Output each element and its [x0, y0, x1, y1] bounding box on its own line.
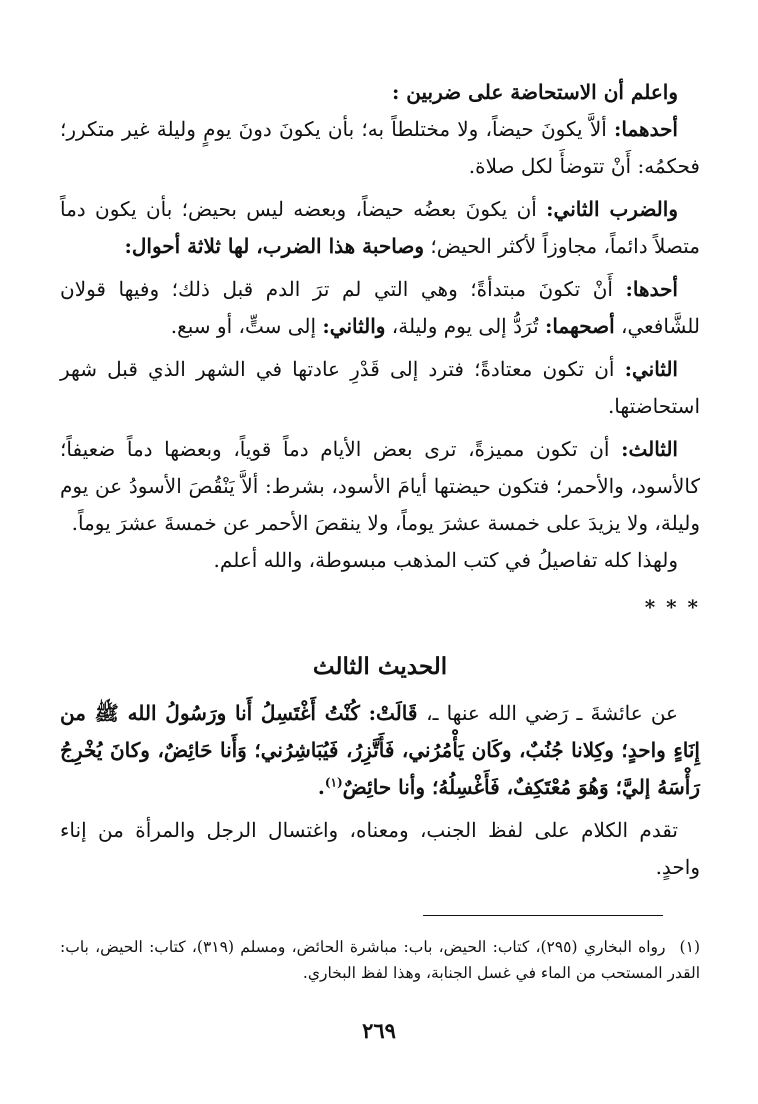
paragraph-case-two — [60, 351, 700, 425]
footnote-number: (١) — [679, 938, 700, 956]
paragraph-bold-text: والثاني: — [322, 314, 386, 338]
paragraph-text: أن تكون معتادةً؛ فترد إلى قَدْرِ عادتها في الشهر الذي قبل شهر استحاضتها. — [60, 357, 700, 418]
hadith-text — [60, 695, 700, 806]
paragraph-text: ألاَّ يكونَ حيضاً، ولا مختلطاً به؛ بأن يكونَ دونَ يومٍ وليلة غير متكرر؛ فحكمُه: أَنْ تتوضأَ لكل صلاة. — [60, 117, 700, 178]
paragraph-case-three — [60, 431, 700, 542]
paragraph-intro-text: واعلم أن الاستحاضة على ضربين : — [391, 80, 678, 104]
paragraph-first-type — [60, 111, 700, 185]
paragraph-text: أن تكون مميزةً، ترى بعض الأيام دماً قوياً، وبعضها دماً ضعيفاً؛ كالأسود، والأحمر؛ فتكون حيضتها أيامَ الأسود، بشرط: ألاَّ يَنْقُصَ الأسودُ عن يوم وليلة، ولا يزيدَ على خمسة عشرَ يوماً، ولا ينقصَ الأحمر عن خمسةَ عشرَ يوماً. — [60, 437, 700, 535]
section-separator: * * * — [644, 595, 700, 619]
hadith-narrator: عن عائشةَ ـ رَضي الله عنها ـ، — [426, 701, 678, 725]
paragraph-lead: والضرب الثاني: — [546, 197, 678, 221]
paragraph-text: إلى ستٍّ، أو سبع. — [170, 314, 323, 338]
paragraph-text: تقدم الكلام على لفظ الجنب، ومعناه، واغتسال الرجل والمرأة من إناء واحدٍ. — [60, 818, 700, 879]
footnote-text: رواه البخاري (٢٩٥)، كتاب: الحيض، باب: مباشرة الحائض، ومسلم (٣١٩)، كتاب: الحيض، باب: القدر المستحب من الماء في غسل الجنابة، وهذا لفظ البخاري. — [60, 938, 700, 982]
paragraph-text: أن يكونَ بعضُه حيضاً، وبعضه ليس بحيض؛ بأن يكون دماً متصلاً دائماً، مجاوزاً لأكثر الحيض؛ — [60, 197, 700, 258]
paragraph-second-type — [60, 191, 700, 265]
paragraph-case-one — [60, 271, 700, 345]
footnote-divider — [423, 915, 663, 916]
paragraph-lead: أحدهما: — [613, 117, 678, 141]
paragraph-commentary — [60, 812, 700, 886]
paragraph-closing — [60, 542, 700, 579]
paragraph-bold-text: وصاحبة هذا الضرب، لها ثلاثة أحوال: — [124, 234, 424, 258]
footnote-item — [60, 934, 700, 986]
paragraph-lead: أحدها: — [625, 277, 678, 301]
main-text — [60, 74, 700, 886]
paragraph-text: أَنْ تكونَ مبتدأةً؛ وهي التي لم ترَ الدم قبل ذلك؛ وفيها قولان للشَّافعي، — [60, 277, 700, 338]
section-title: الحديث الثالث — [312, 653, 448, 680]
hadith-end: . — [317, 775, 325, 799]
footnotes — [60, 934, 700, 986]
paragraph-text: تُرَدُّ إلى يوم وليلة، — [385, 314, 545, 338]
page-number: ٢٦٩ — [362, 1018, 396, 1043]
paragraph-intro — [60, 74, 700, 111]
paragraph-text: ولهذا كله تفاصيلُ في كتب المذهب مبسوطة، والله أعلم. — [213, 548, 678, 572]
hadith-body: قَالَتْ: كُنْتُ أَغْتَسِلُ أَنا ورَسُولُ الله ﷺ من إِنَاءٍ واحدٍ؛ وكِلانا جُنُبٌ، وكَان يَأْمُرُني، فَأَتَّزِرُ، فَيُبَاشِرُني؛ وَأَنا حَائِضٌ، وكانَ يُخْرِجُ رَأْسَهُ إليَّ؛ وَهُوَ مُعْتَكِفٌ، فَأَغْسِلُهُ؛ وأنا حائِضٌ — [60, 701, 700, 799]
paragraph-lead: الثالث: — [621, 437, 678, 461]
paragraph-lead: الثاني: — [624, 357, 678, 381]
footnote-reference[interactable]: (١) — [324, 775, 343, 790]
paragraph-bold-text: أصحهما: — [544, 314, 615, 338]
